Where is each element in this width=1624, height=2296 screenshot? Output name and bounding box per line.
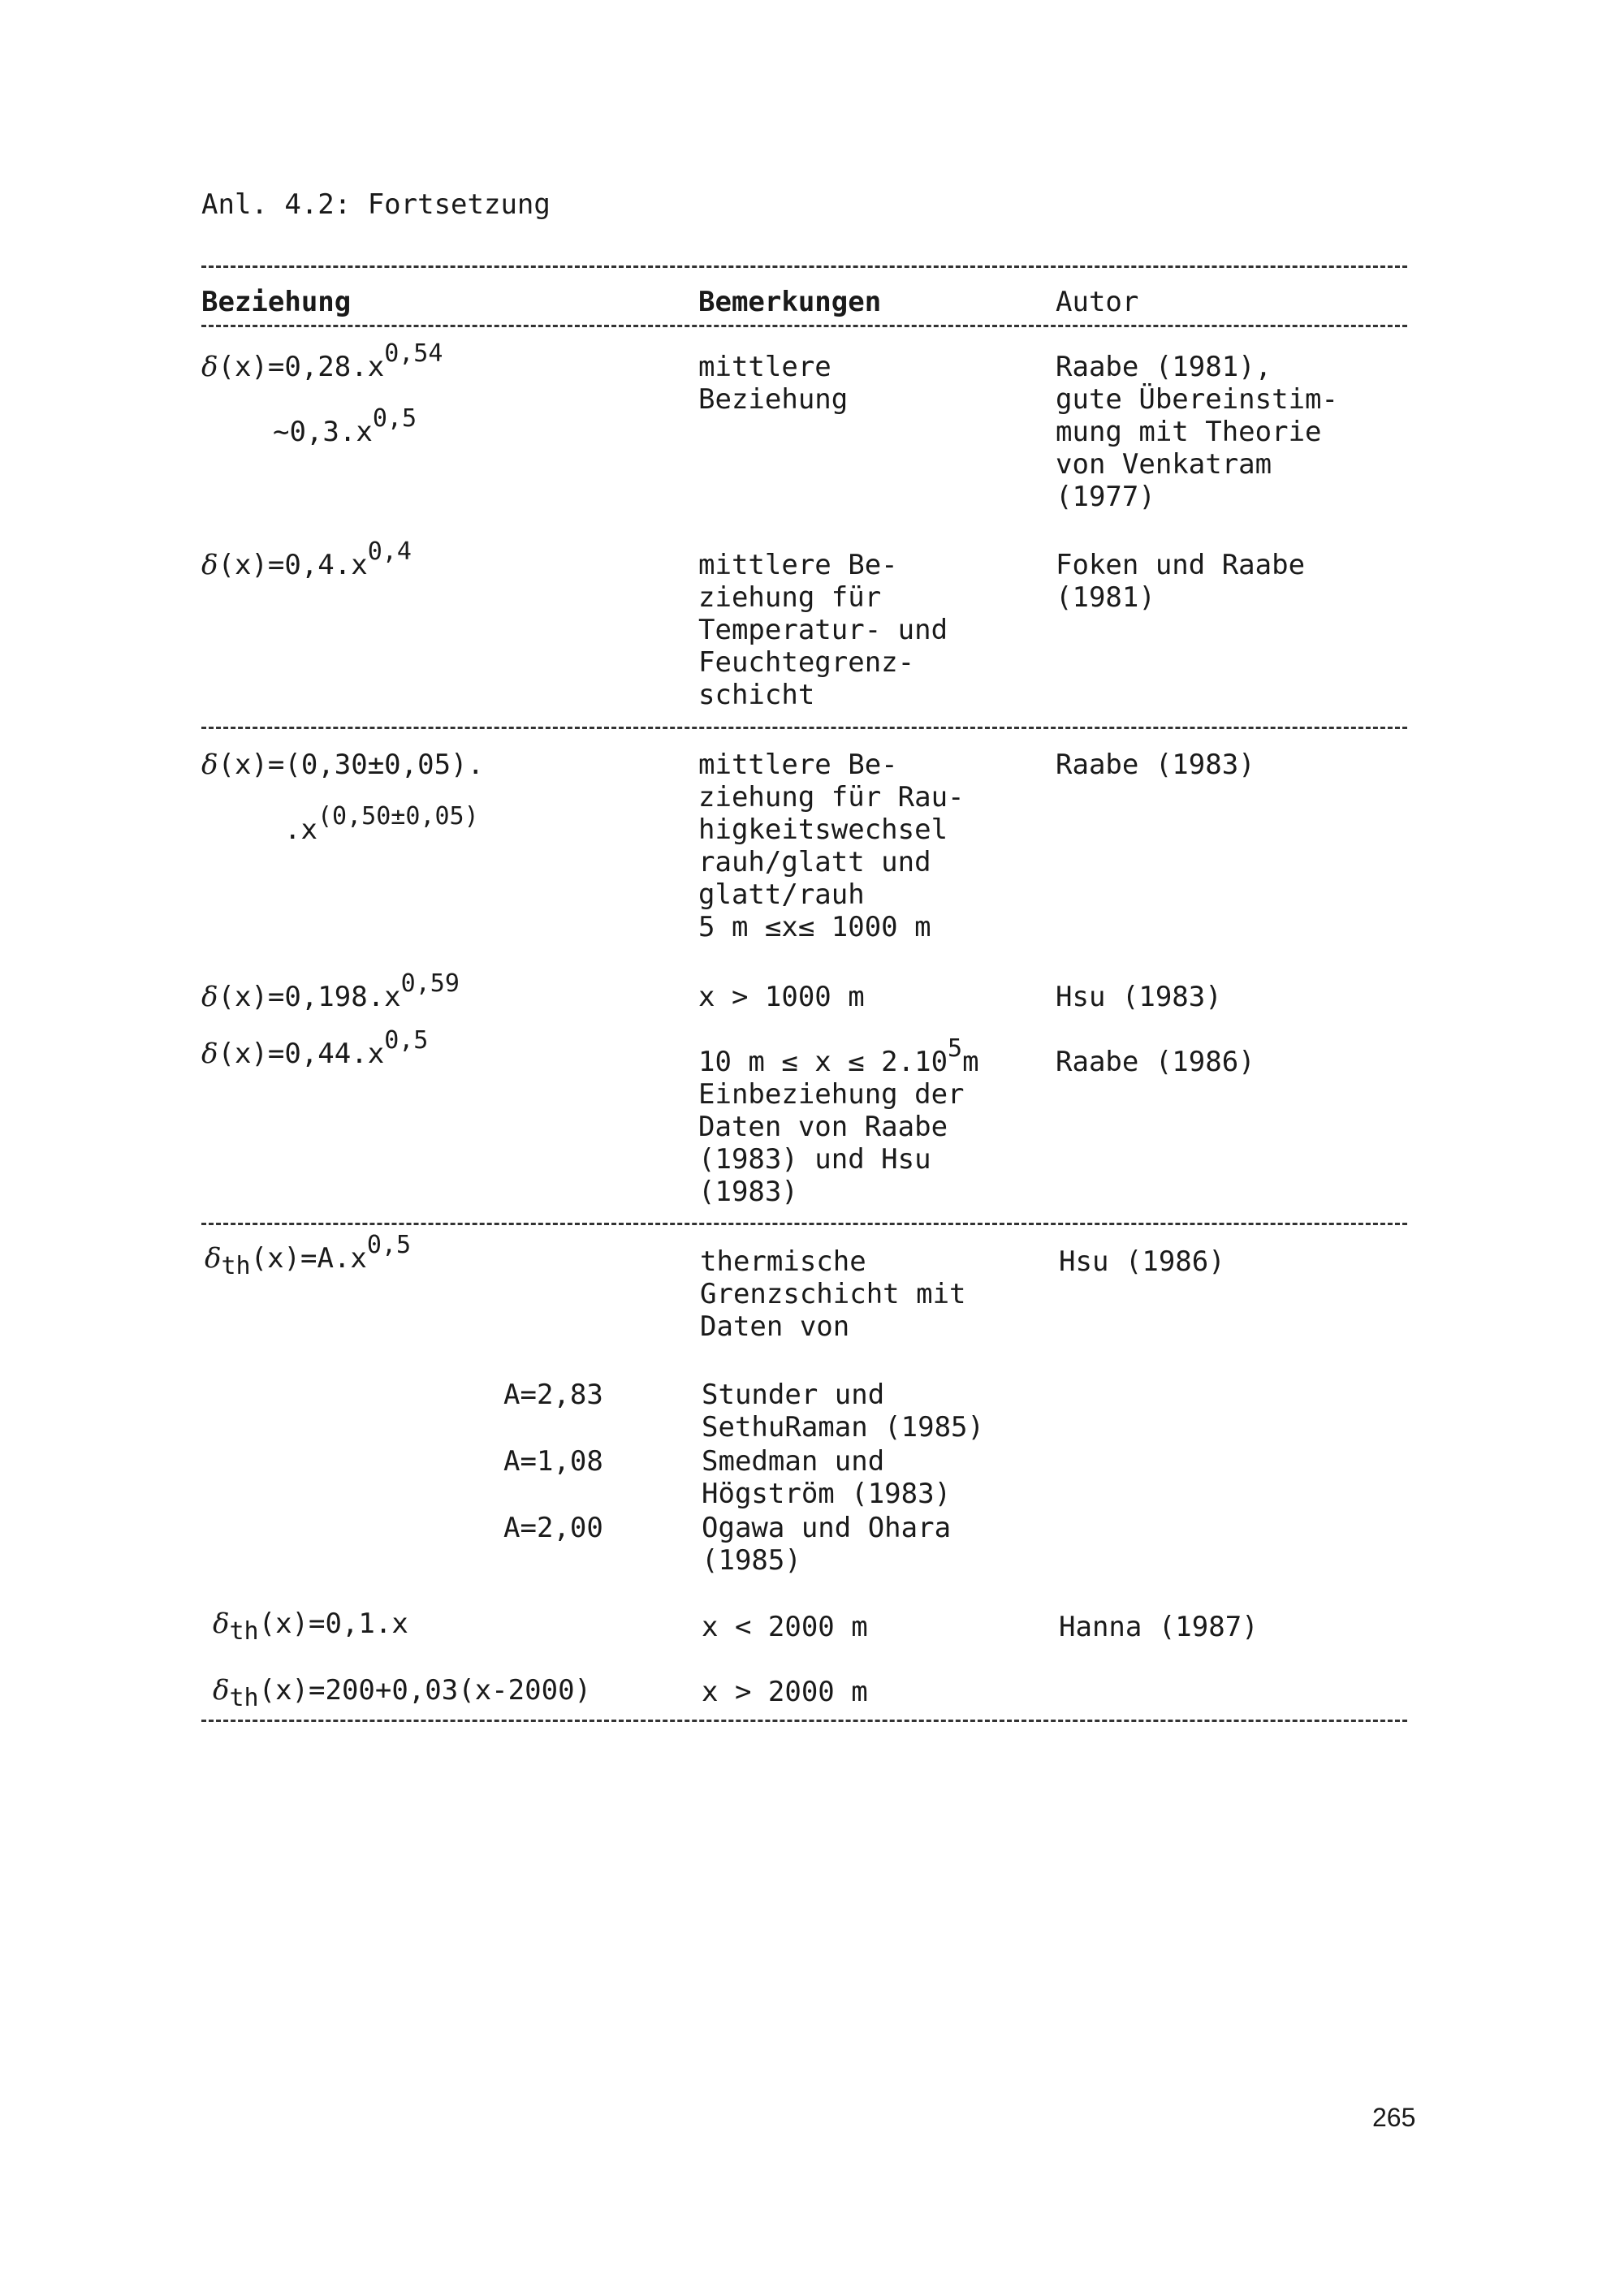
author-r4: Hsu (1983)	[1056, 981, 1222, 1013]
relation-exponent: 0,5	[384, 1025, 429, 1055]
delta-symbol: δ	[201, 1038, 218, 1070]
relation-base: (x)=0,1.x	[258, 1608, 408, 1640]
delta-symbol: δ	[213, 1674, 230, 1707]
relation-exponent: 0,5	[372, 404, 417, 433]
remark-r4: x > 1000 m	[698, 981, 865, 1013]
delta-symbol: δ	[201, 981, 218, 1013]
author-r6: Hsu (1986)	[1059, 1245, 1225, 1278]
remark-r6: thermische Grenzschicht mit Daten von	[700, 1245, 966, 1343]
a-value-2: A=1,08	[503, 1445, 603, 1478]
rule-top	[201, 265, 1407, 268]
relation-base: (x)=0,198.x	[218, 981, 401, 1013]
rule-header	[201, 325, 1407, 327]
relation-subscript: th	[229, 1616, 259, 1646]
page-number: 265	[1372, 2103, 1416, 2132]
remark-exponent: 5	[948, 1034, 963, 1063]
remark-r5-first-line	[698, 1034, 979, 1078]
relation-r3-exponent-line	[284, 801, 479, 846]
relation-r3	[201, 749, 484, 781]
relation-subscript: th	[229, 1683, 259, 1712]
relation-exponent: 0,54	[384, 339, 443, 368]
delta-symbol: δ	[201, 351, 218, 383]
relation-base: (x)=200+0,03(x-2000)	[258, 1674, 592, 1707]
remark-r7: x < 2000 m	[702, 1611, 868, 1643]
remark-r3: mittlere Be- ziehung für Rau- higkeitswechsel rauh/glatt und glatt/rauh 5 m ≤x≤ 1000 m	[698, 749, 965, 943]
relation-base: (x)=A.x	[250, 1242, 367, 1275]
rule-section-2	[201, 1223, 1407, 1225]
delta-symbol: δ	[205, 1242, 222, 1275]
author-r3: Raabe (1983)	[1056, 749, 1255, 781]
relation-base: (x)=0,4.x	[218, 549, 368, 581]
relation-base: (x)=0,44.x	[218, 1038, 385, 1070]
a-value-3: A=2,00	[503, 1512, 603, 1544]
remark-r1: mittlere Beziehung	[698, 351, 849, 416]
relation-r5	[201, 1025, 429, 1070]
a-value-1: A=2,83	[503, 1379, 603, 1411]
remark-unit: m	[962, 1046, 979, 1078]
delta-symbol: δ	[201, 749, 218, 781]
remark-r2: mittlere Be- ziehung für Temperatur- und Feuchtegrenz- schicht	[698, 549, 948, 711]
author-r7: Hanna (1987)	[1059, 1611, 1259, 1643]
relation-r1	[201, 339, 443, 383]
relation-base: (x)=(0,30±0,05).	[218, 749, 484, 781]
header-bemerkungen: Bemerkungen	[698, 286, 882, 318]
relation-exponent: 0,59	[400, 969, 460, 998]
relation-base: .x	[284, 814, 317, 846]
relation-base: (x)=0,28.x	[218, 351, 385, 383]
a-remark-1: Stunder und SethuRaman (1985)	[702, 1379, 984, 1444]
relation-r2	[201, 537, 412, 581]
author-r1: Raabe (1981), gute Übereinstim- mung mit Theorie von Venkatram (1977)	[1056, 351, 1338, 513]
relation-r1-approx	[273, 404, 417, 448]
relation-subscript: th	[221, 1251, 251, 1280]
relation-exponent: 0,4	[367, 537, 412, 566]
a-remark-3: Ogawa und Ohara (1985)	[702, 1512, 952, 1577]
rule-section-1	[201, 727, 1407, 729]
delta-symbol: δ	[201, 549, 218, 581]
author-r5: Raabe (1986)	[1056, 1046, 1255, 1078]
relation-exponent: 0,5	[366, 1230, 412, 1259]
delta-symbol: δ	[213, 1608, 230, 1640]
header-autor: Autor	[1056, 286, 1139, 318]
table-caption: Anl. 4.2: Fortsetzung	[201, 188, 551, 221]
relation-r6	[205, 1230, 412, 1280]
a-remark-2: Smedman und Högström (1983)	[702, 1445, 952, 1510]
relation-r4	[201, 969, 460, 1013]
relation-exponent: (0,50±0,05)	[317, 801, 479, 831]
remark-r5: Einbeziehung der Daten von Raabe (1983) und Hsu (1983)	[698, 1078, 965, 1208]
relation-r7	[213, 1608, 408, 1646]
remark-r8: x > 2000 m	[702, 1676, 868, 1708]
author-r2: Foken und Raabe (1981)	[1056, 549, 1306, 614]
remark-text: 10 m ≤ x ≤ 2.10	[698, 1046, 948, 1078]
header-beziehung: Beziehung	[201, 286, 352, 318]
relation-base: ~0,3.x	[273, 416, 373, 448]
relation-r8	[213, 1674, 592, 1712]
rule-bottom	[201, 1720, 1407, 1722]
